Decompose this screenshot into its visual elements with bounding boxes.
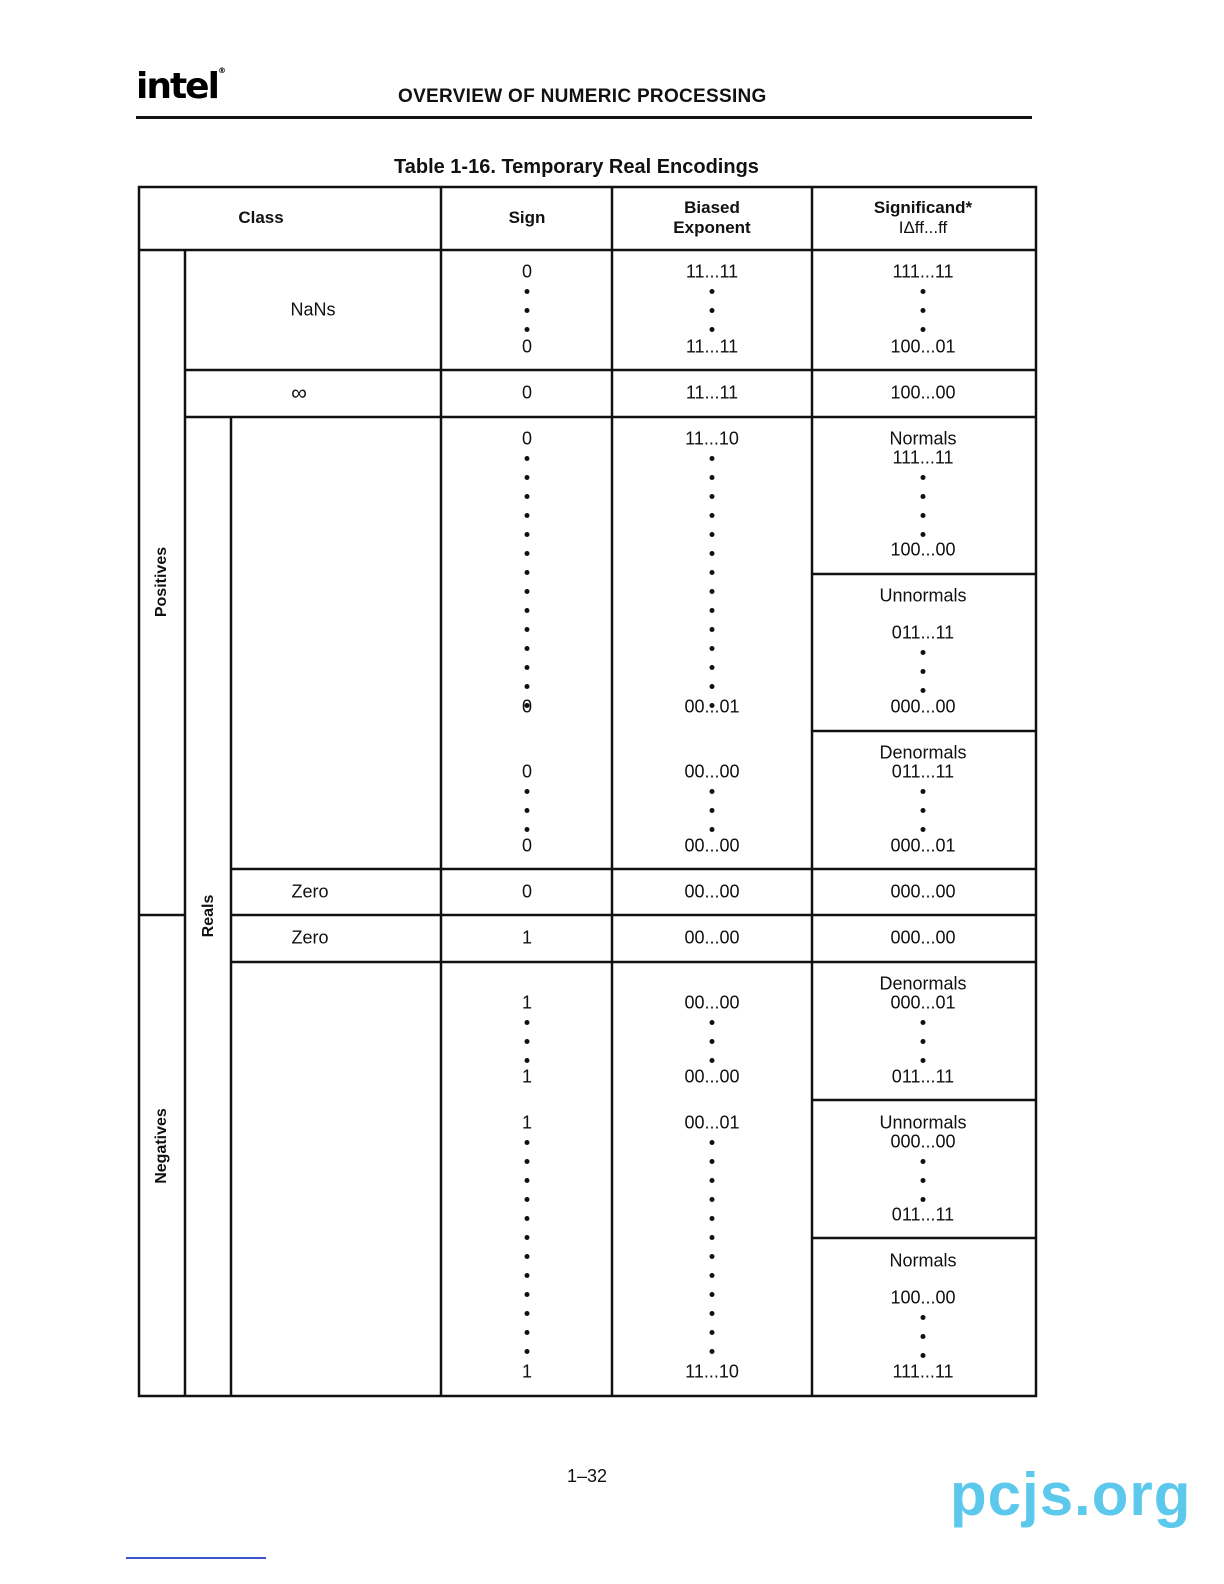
pos-denormals-exp-top: 00...00	[684, 761, 740, 782]
pos-zero-sig: 000...00	[890, 881, 956, 902]
footer-line	[126, 1557, 266, 1559]
positives-label: Positives	[153, 546, 170, 618]
pcjs-watermark: pcjs.org	[950, 1461, 1192, 1528]
neg-denormals-sign-bottom: 1	[521, 1066, 533, 1087]
neg-unnormals-bottom: 011...11	[891, 1204, 955, 1225]
neg-reals-exp-dots	[710, 1133, 715, 1361]
neg-denormals-bottom: 011...11	[891, 1066, 955, 1087]
neg-denormals-label: Denormals	[879, 973, 967, 994]
pos-zero-label: Zero	[291, 881, 329, 902]
pos-normals-bottom: 100...00	[890, 539, 956, 560]
nans-exp-top: 11...11	[685, 261, 739, 282]
neg-denormals-exp-bottom: 00...00	[684, 1066, 740, 1087]
nans-sign-dots	[525, 282, 530, 339]
neg-normals-top: 100...00	[890, 1287, 956, 1308]
nans-exp-dots	[710, 282, 715, 339]
pos-zero-sign: 0	[521, 881, 533, 902]
neg-normals-label: Normals	[889, 1250, 957, 1271]
pos-unnormals-dots	[921, 643, 926, 700]
pos-normals-label: Normals	[889, 428, 957, 449]
pos-denormals-top: 011...11	[891, 761, 955, 782]
nans-sign-top: 0	[521, 261, 533, 282]
neg-denormals-top: 000...01	[890, 992, 956, 1013]
pos-normals-top: 111...11	[892, 447, 954, 468]
table-caption: Table 1-16. Temporary Real Encodings	[394, 156, 759, 178]
pos-reals-sign-mid: 0	[521, 696, 533, 717]
pos-denormals-sign-top: 0	[521, 761, 533, 782]
reals-label: Reals	[200, 894, 217, 938]
pos-unnormals-bottom: 000...00	[890, 696, 956, 717]
nans-sign-bottom: 0	[521, 336, 533, 357]
infinity-exp: 11...11	[685, 382, 739, 403]
pos-denormals-bottom: 000...01	[890, 835, 956, 856]
page-number: 1–32	[566, 1466, 608, 1486]
pos-normals-dots	[921, 468, 926, 544]
pos-denormals-exp-dots	[710, 782, 715, 839]
negatives-label: Negatives	[153, 1108, 170, 1184]
neg-reals-exp-start: 00...01	[684, 1112, 740, 1133]
infinity-sign: 0	[521, 382, 533, 403]
neg-reals-sign-dots	[525, 1133, 530, 1361]
column-header-significand: Significand* IΔff...ff	[873, 198, 973, 237]
neg-reals-exp-end: 11...10	[685, 1361, 739, 1382]
pos-reals-exp-top: 11...10	[685, 428, 739, 449]
neg-denormals-exp-dots	[710, 1013, 715, 1070]
nans-sig-dots	[921, 282, 926, 339]
neg-zero-sign: 1	[521, 927, 533, 948]
neg-unnormals-dots	[921, 1152, 926, 1209]
neg-normals-bottom: 111...11	[892, 1361, 954, 1382]
neg-denormals-sign-dots	[525, 1013, 530, 1070]
pos-denormals-sign-dots	[525, 782, 530, 839]
infinity-label: ∞	[291, 380, 307, 405]
infinity-sig: 100...00	[890, 382, 956, 403]
pos-denormals-sign-bottom: 0	[521, 835, 533, 856]
neg-zero-exp: 00...00	[684, 927, 740, 948]
neg-zero-sig: 000...00	[890, 927, 956, 948]
neg-reals-sign-start: 1	[521, 1112, 533, 1133]
pos-unnormals-top: 011...11	[891, 622, 955, 643]
pos-reals-exp-mid: 00...01	[684, 696, 740, 717]
neg-denormals-exp-top: 00...00	[684, 992, 740, 1013]
pos-denormals-label: Denormals	[879, 742, 967, 763]
column-header-exponent: Biased Exponent	[673, 198, 751, 237]
neg-zero-label: Zero	[291, 927, 329, 948]
column-header-sign: Sign	[508, 208, 546, 227]
neg-reals-sign-end: 1	[521, 1361, 533, 1382]
neg-denormals-sign-top: 1	[521, 992, 533, 1013]
neg-denormals-sig-dots	[921, 1013, 926, 1070]
neg-normals-dots	[921, 1308, 926, 1365]
neg-unnormals-label: Unnormals	[879, 1112, 967, 1133]
pos-reals-sign-top: 0	[521, 428, 533, 449]
intel-logo: intel®	[136, 66, 224, 107]
nans-sig-bottom: 100...01	[890, 336, 956, 357]
nans-label: NaNs	[290, 299, 336, 320]
header-title: OVERVIEW OF NUMERIC PROCESSING	[398, 86, 767, 107]
pos-denormals-sig-dots	[921, 782, 926, 839]
pos-unnormals-label: Unnormals	[879, 585, 967, 606]
column-header-class: Class	[238, 208, 284, 227]
nans-exp-bottom: 11...11	[685, 336, 739, 357]
neg-unnormals-top: 000...00	[890, 1131, 956, 1152]
pos-reals-sign-dots	[525, 449, 530, 715]
pos-denormals-exp-bottom: 00...00	[684, 835, 740, 856]
pos-reals-exp-dots	[710, 449, 715, 715]
pos-zero-exp: 00...00	[684, 881, 740, 902]
nans-sig-top: 111...11	[892, 261, 954, 282]
